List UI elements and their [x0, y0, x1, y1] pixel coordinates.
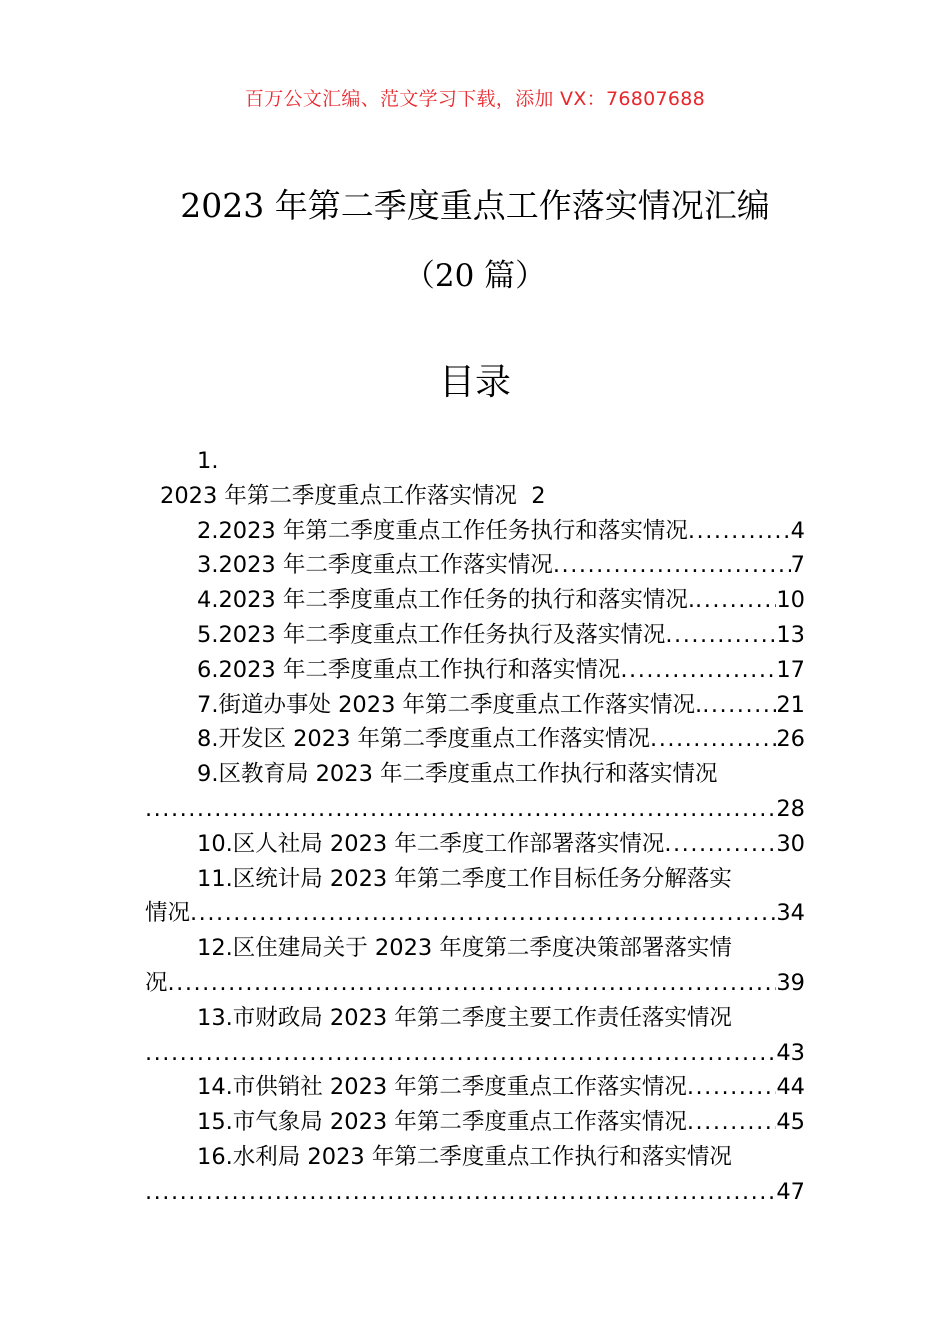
- toc-entry[interactable]: [145, 1001, 805, 1071]
- toc-leader-dots: [145, 1175, 776, 1210]
- toc-leader-dots: [145, 792, 776, 827]
- header-banner: 百万公文汇编、范文学习下载，添加 VX：76807688: [244, 88, 706, 110]
- toc-leader-dots: [168, 966, 777, 1001]
- toc-entry-page: 26: [776, 726, 805, 753]
- document-title: 2023 年第二季度重点工作落实情况汇编: [180, 186, 770, 225]
- toc-entry-number: 1.: [197, 448, 219, 474]
- toc-entry-text: 16.水利局 2023 年第二季度重点工作执行和落实情况: [197, 1143, 732, 1170]
- toc-entry-text-cont: 况: [145, 969, 168, 996]
- toc-entry[interactable]: [145, 653, 805, 688]
- toc-leader-dots: [687, 1105, 777, 1140]
- toc-entry-text: 9.区教育局 2023 年二季度重点工作执行和落实情况: [197, 761, 718, 788]
- toc-entry-text: 13.市财政局 2023 年第二季度主要工作责任落实情况: [197, 1004, 732, 1031]
- toc-entry[interactable]: [145, 514, 805, 549]
- toc-entry-text: 12.区住建局关于 2023 年度第二季度决策部署落实情: [197, 935, 732, 962]
- toc-entry-text: 11.区统计局 2023 年第二季度工作目标任务分解落实: [197, 865, 732, 892]
- toc-entry[interactable]: [145, 827, 805, 862]
- toc-entry[interactable]: [145, 1140, 805, 1210]
- table-of-contents: [145, 444, 805, 1210]
- document-subtitle: （20 篇）: [403, 258, 547, 294]
- toc-entry-page: 21: [776, 691, 805, 718]
- toc-leader-dots: [695, 583, 776, 618]
- toc-heading: 目录: [438, 362, 511, 403]
- toc-leader-dots: [190, 896, 776, 931]
- toc-entry-text: 4.2023 年二季度重点工作任务的执行和落实情况.: [197, 587, 696, 614]
- toc-entry-text-cont: 情况: [145, 900, 191, 927]
- toc-leader-dots: [665, 618, 776, 653]
- toc-entry-page: 4: [790, 517, 805, 544]
- toc-entry-page: 30: [776, 830, 805, 857]
- toc-leader-dots: [145, 1036, 776, 1071]
- toc-entry-text: 10.区人社局 2023 年二季度工作部署落实情况: [197, 830, 665, 857]
- toc-entry[interactable]: [145, 862, 805, 932]
- toc-entry[interactable]: [145, 583, 805, 618]
- toc-entry-page: 39: [776, 969, 805, 996]
- toc-entry[interactable]: [145, 722, 805, 757]
- toc-entry-page: 13: [776, 621, 805, 648]
- toc-leader-dots: [664, 827, 776, 862]
- toc-entry-page: 2: [531, 482, 546, 509]
- toc-leader-dots: [620, 653, 776, 688]
- toc-entry-page: 45: [776, 1109, 805, 1136]
- toc-entry-text: 8.开发区 2023 年第二季度重点工作落实情况: [197, 726, 651, 753]
- toc-entry-text: 7.街道办事处 2023 年第二季度重点工作落实情况.: [197, 691, 703, 718]
- toc-entry[interactable]: [145, 444, 805, 514]
- toc-leader-dots: [553, 548, 791, 583]
- toc-leader-dots: [702, 688, 776, 723]
- toc-entry-text: 15.市气象局 2023 年第二季度重点工作落实情况: [197, 1109, 687, 1136]
- toc-entry[interactable]: [145, 688, 805, 723]
- toc-entry[interactable]: [145, 1070, 805, 1105]
- toc-entry-text: 14.市供销社 2023 年第二季度重点工作落实情况: [197, 1074, 687, 1101]
- toc-entry-page: 7: [790, 552, 805, 579]
- toc-entry-page: 17: [776, 656, 805, 683]
- toc-entry-text: 5.2023 年二季度重点工作任务执行及落实情况: [197, 621, 666, 648]
- toc-entry-page: 43: [776, 1039, 805, 1066]
- toc-leader-dots: [688, 514, 791, 549]
- toc-entry[interactable]: [145, 931, 805, 1001]
- toc-leader-dots: [687, 1070, 777, 1105]
- toc-entry-page: 47: [776, 1178, 805, 1205]
- toc-entry-text: 3.2023 年二季度重点工作落实情况: [197, 552, 553, 579]
- toc-entry-text: 6.2023 年二季度重点工作执行和落实情况: [197, 656, 621, 683]
- toc-entry-page: 44: [776, 1074, 805, 1101]
- toc-entry-page: 28: [776, 795, 805, 822]
- toc-entry[interactable]: [145, 757, 805, 827]
- toc-entry-page: 10: [776, 587, 805, 614]
- toc-entry[interactable]: [145, 618, 805, 653]
- toc-entry[interactable]: [145, 1105, 805, 1140]
- toc-entry[interactable]: [145, 548, 805, 583]
- toc-entry-text: 2023 年第二季度重点工作落实情况: [160, 482, 517, 509]
- toc-entry-text: 2.2023 年第二季度重点工作任务执行和落实情况: [197, 517, 688, 544]
- toc-entry-page: 34: [776, 900, 805, 927]
- toc-leader-dots: [650, 722, 776, 757]
